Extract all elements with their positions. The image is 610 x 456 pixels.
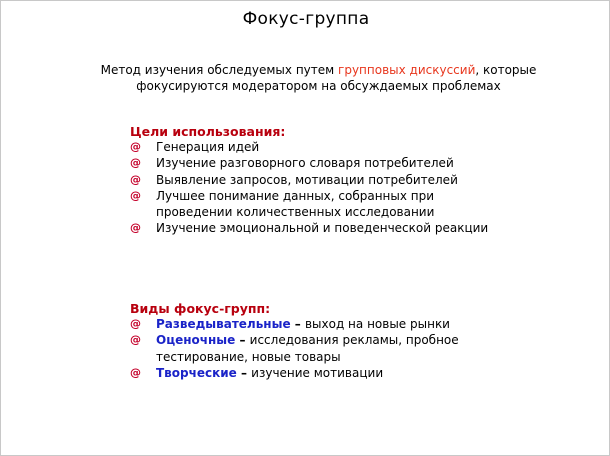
bullet-icon: @ [130,221,141,235]
goal-text: Изучение эмоциональной и поведенческой реакции [156,221,489,236]
goal-text: Лучшее понимание данных, собранных при проведении количественных исследовании [156,188,435,220]
list-item [130,316,480,332]
bullet-icon: @ [130,365,141,379]
goal-text: Выявление запросов, мотивации потребителей [156,172,458,187]
type-desc: изучение мотивации [251,365,384,380]
intro-before: Метод изучения обследуемых путем [100,63,339,77]
type-dash: – [290,317,305,331]
type-dash: – [235,333,250,348]
list-item [130,172,510,188]
bullet-icon: @ [130,156,141,170]
bullet-icon: @ [130,140,141,153]
goals-heading: Цели использования: [130,124,286,139]
list-item [130,220,510,236]
bullet-icon: @ [130,333,141,347]
type-desc: выход на новые рынки [304,317,450,331]
bullet-icon: @ [130,188,141,202]
intro-after: , которые фокусируются модератором на обсуждаемых проблемах [136,63,537,93]
list-item [130,139,510,155]
type-term: Разведывательные [156,317,291,331]
type-term: Оценочные [156,333,236,348]
list-item [130,365,480,381]
list-item [130,332,480,365]
goal-text: Изучение разговорного словаря потребителей [156,156,454,171]
bullet-icon: @ [130,317,141,330]
bullet-icon: @ [130,172,141,186]
type-desc: исследования рекламы, пробное тестирование, новые товары [156,333,459,364]
intro-text [91,62,546,94]
goal-text: Генерация идей [156,140,260,154]
slide-title: Фокус-группа [242,9,370,29]
goals-list [130,139,510,237]
list-item [130,155,510,171]
types-heading: Виды фокус-групп: [130,301,271,316]
list-item [130,188,510,221]
type-term: Творческие [156,365,237,380]
types-list [130,316,480,381]
type-dash: – [236,365,252,380]
intro-highlight: групповых дискуссий [338,63,476,77]
